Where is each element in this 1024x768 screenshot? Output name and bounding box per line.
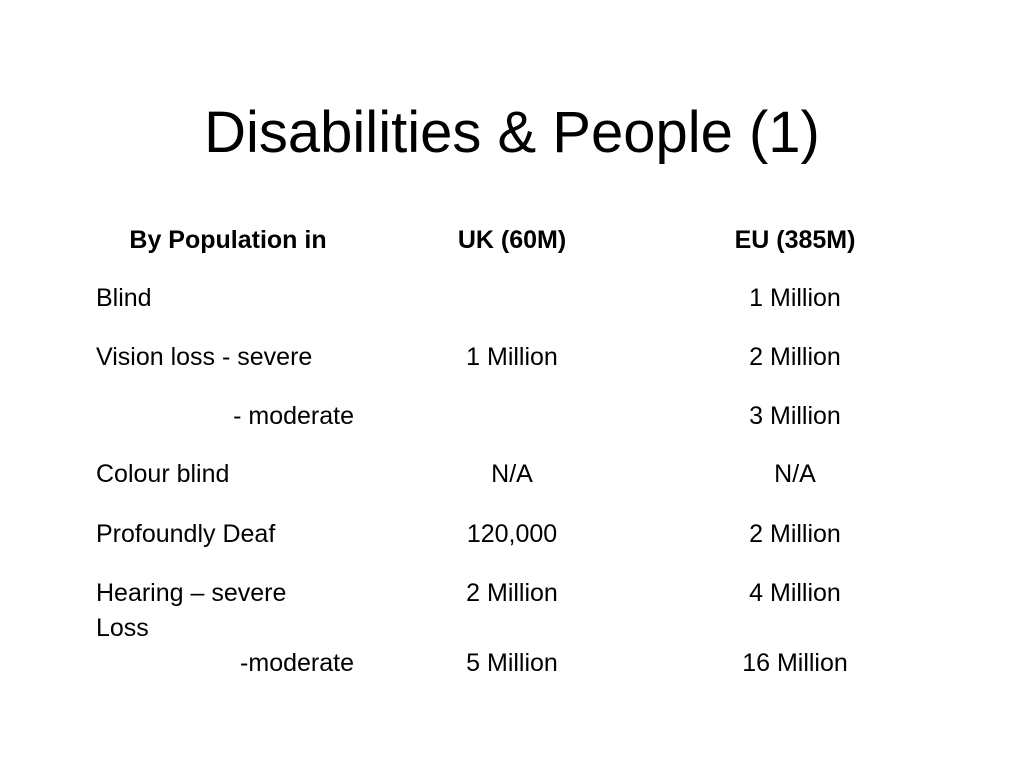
row-label-colour-blind: Colour blind [96,460,230,488]
row-label-hearing-loss: Loss [96,614,149,642]
row-uk-colour-blind: N/A [491,460,533,488]
row-eu-hearing-moderate: 16 Million [742,649,848,677]
row-uk-vision-severe: 1 Million [466,343,558,371]
row-eu-profoundly-deaf: 2 Million [749,520,841,548]
row-eu-hearing-severe: 4 Million [749,579,841,607]
row-label-vision-moderate: - moderate [233,402,354,430]
header-by-population: By Population in [129,226,327,254]
row-eu-vision-moderate: 3 Million [749,402,841,430]
row-eu-vision-severe: 2 Million [749,343,841,371]
header-uk: UK (60M) [457,226,567,254]
row-eu-colour-blind: N/A [774,460,816,488]
slide-title: Disabilities & People (1) [204,100,820,165]
row-eu-blind: 1 Million [749,284,841,312]
header-eu: EU (385M) [734,226,856,254]
row-uk-hearing-severe: 2 Million [466,579,558,607]
row-label-blind: Blind [96,284,152,312]
row-label-hearing-moderate: -moderate [240,649,354,677]
row-uk-profoundly-deaf: 120,000 [466,520,558,548]
row-uk-hearing-moderate: 5 Million [466,649,558,677]
row-label-hearing-severe: Hearing – severe [96,579,287,607]
row-label-vision-severe: Vision loss - severe [96,343,313,371]
row-label-profoundly-deaf: Profoundly Deaf [96,520,276,548]
